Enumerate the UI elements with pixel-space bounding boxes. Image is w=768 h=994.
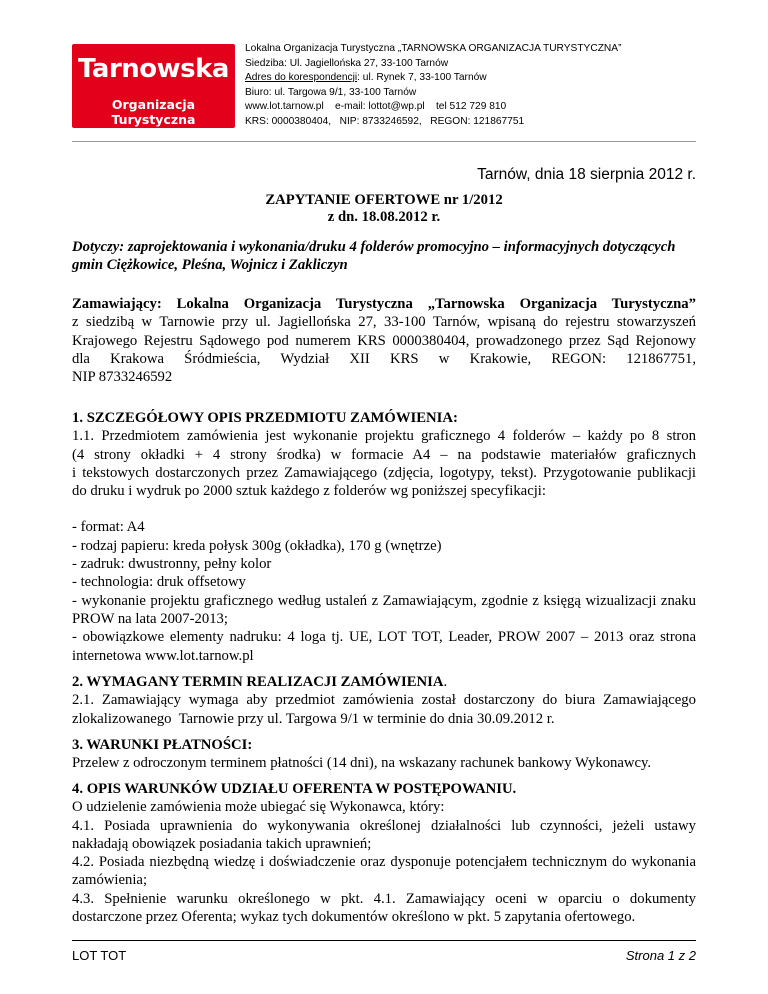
spec-item: - technologia: druk offsetowy (72, 574, 246, 591)
contractor-line2: z siedzibą w Tarnowie przy ul. Jagiellońska 27, 33-100 Tarnów, wpisaną do rejestru stowarzyszeń (72, 314, 696, 331)
header-contact (245, 100, 621, 115)
section-2-line: 2.1. Zamawiający wymaga aby przedmiot zamówienia został dostarczony do biura Zamawiającego (72, 692, 696, 709)
header-seat: Siedziba: Ul. Jagiellońska 27, 33-100 Tarnów (245, 57, 449, 69)
header-email: e-mail: lottot@wp.pl (335, 101, 425, 113)
section-1-line: 1.1. Przedmiotem zamówienia jest wykonanie projektu graficznego 4 folderów – każdy po 8 stron (72, 428, 696, 445)
section-4 (72, 780, 696, 926)
footer-page-number: Strona 1 z 2 (625, 948, 696, 963)
header-corr-value: : ul. Rynek 7, 33-100 Tarnów (357, 72, 487, 84)
title-line2: z dn. 18.08.2012 r. (327, 209, 441, 225)
logo-line1: Tarnowska (78, 54, 229, 84)
logo-line2: Organizacja Turystyczna (111, 97, 196, 127)
section-4-heading: 4. OPIS WARUNKÓW UDZIAŁU OFERENTA W POSTĘPOWANIU. (72, 781, 517, 797)
section-3-heading: 3. WARUNKI PŁATNOŚCI: (72, 737, 253, 753)
footer-separator (72, 940, 696, 941)
spec-item: PROW na lata 2007-2013; (72, 610, 228, 627)
section-4-line: 4.3. Spełnienie warunku określonego w pkt. 4.1. Zamawiający oceni w oparciu o dokumenty (72, 890, 696, 907)
header-org: Lokalna Organizacja Turystyczna „TARNOWSKA ORGANIZACJA TURYSTYCZNA” (245, 43, 622, 54)
section-1 (72, 409, 696, 665)
section-3-text: Przelew z odroczonym terminem płatności (14 dni), na wskazany rachunek bankowy Wykonawcy. (72, 755, 652, 772)
spec-item: - rodzaj papieru: kreda połysk 300g (okładka), 170 g (wnętrze) (72, 537, 442, 554)
header-correspondence (245, 71, 621, 86)
header-separator (72, 141, 696, 142)
section-4-line: dostarczone przez Oferenta; wykaz tych dokumentów określono w pkt. 5 zapytania ofertowego. (72, 909, 636, 926)
spec-item: - format: A4 (72, 519, 145, 536)
contractor-block (72, 295, 696, 386)
footer-left: LOT TOT (72, 948, 127, 963)
header-www: www.lot.tarnow.pl (245, 101, 324, 113)
spec-item: - zadruk: dwustronny, pełny kolor (72, 556, 272, 573)
section-4-line: 4.1. Posiada uprawnienia do wykonywania określonej działalności lub czynności, jeżeli ustawy (72, 817, 696, 834)
section-4-line: nakładają obowiązek posiadania takich uprawnień; (72, 835, 372, 852)
section-2-heading: 2. WYMAGANY TERMIN REALIZACJI ZAMÓWIENIA. (72, 674, 448, 690)
contractor-line3: Krajowego Rejestru Sądowego pod numerem KRS 0000380404, prowadzonego przez Sąd Rejonowy (72, 332, 696, 349)
section-1-heading: 1. SZCZEGÓŁOWY OPIS PRZEDMIOTU ZAMÓWIENIA: (72, 410, 458, 426)
document-title (72, 192, 696, 226)
contractor-line5: NIP 8733246592 (72, 369, 173, 386)
subject-line1: Dotyczy: zaprojektowania i wykonania/druku 4 folderów promocyjno – informacyjnych dotyczących (72, 239, 676, 255)
subject (72, 238, 696, 275)
header-office: Biuro: ul. Targowa 9/1, 33-100 Tarnów (245, 86, 417, 98)
header-ids: KRS: 0000380404, NIP: 8733246592, REGON: 121867751 (245, 115, 525, 127)
section-1-line: i tekstowych dostarczonych przez Zamawiającego (zdjęcia, logotypy, tekst). Przygotowanie publikacji (72, 464, 696, 481)
section-4-line: 4.2. Posiada niezbędną wiedzę i doświadczenie oraz dysponuje potencjałem technicznym do wykonania (72, 854, 696, 871)
header-tel: tel 512 729 810 (435, 101, 507, 113)
section-2 (72, 673, 696, 728)
section-3 (72, 736, 696, 773)
section-4-line: O udzielenie zamówienia może ubiegać się Wykonawca, który: (72, 799, 445, 816)
contractor-line4: dla Krakowa Śródmieścia, Wydział XII KRS w Krakowie, REGON: 121867751, (72, 350, 696, 367)
spec-item: internetowa www.lot.tarnow.pl (72, 647, 254, 664)
section-1-line: (4 strony okładki + 4 strony środka) w formacie A4 – na podstawie materiałów graficznych (72, 446, 696, 463)
section-1-line: do druku i wydruk po 2000 sztuk każdego z folderów wg poniższej specyfikacji: (72, 483, 546, 500)
section-2-heading-text: 2. WYMAGANY TERMIN REALIZACJI ZAMÓWIENIA (72, 674, 444, 690)
header-corr-label: Adres do korespondencji (245, 72, 358, 84)
contractor-line1: Zamawiający: Lokalna Organizacja Turystyczna „Tarnowska Organizacja Turystyczna” (72, 296, 696, 312)
letterhead (245, 42, 621, 130)
title-line1: ZAPYTANIE OFERTOWE nr 1/2012 (265, 192, 503, 208)
section-4-line: zamówienia; (72, 872, 148, 889)
spec-item: - wykonanie projektu graficznego według ustaleń z Zamawiającym, zgodnie z księgą wizualizacji znaku (72, 592, 696, 609)
document-date: Tarnów, dnia 18 sierpnia 2012 r. (477, 166, 696, 183)
spec-item: - obowiązkowe elementy nadruku: 4 loga tj. UE, LOT TOT, Leader, PROW 2007 – 2013 oraz strona (72, 629, 696, 646)
tarnowska-logo (72, 44, 235, 128)
subject-line2: gmin Ciężkowice, Pleśna, Wojnicz i Zakliczyn (72, 257, 348, 274)
section-2-line: zlokalizowanego Tarnowie przy ul. Targowa 9/1 w terminie do dnia 30.09.2012 r. (72, 710, 555, 727)
